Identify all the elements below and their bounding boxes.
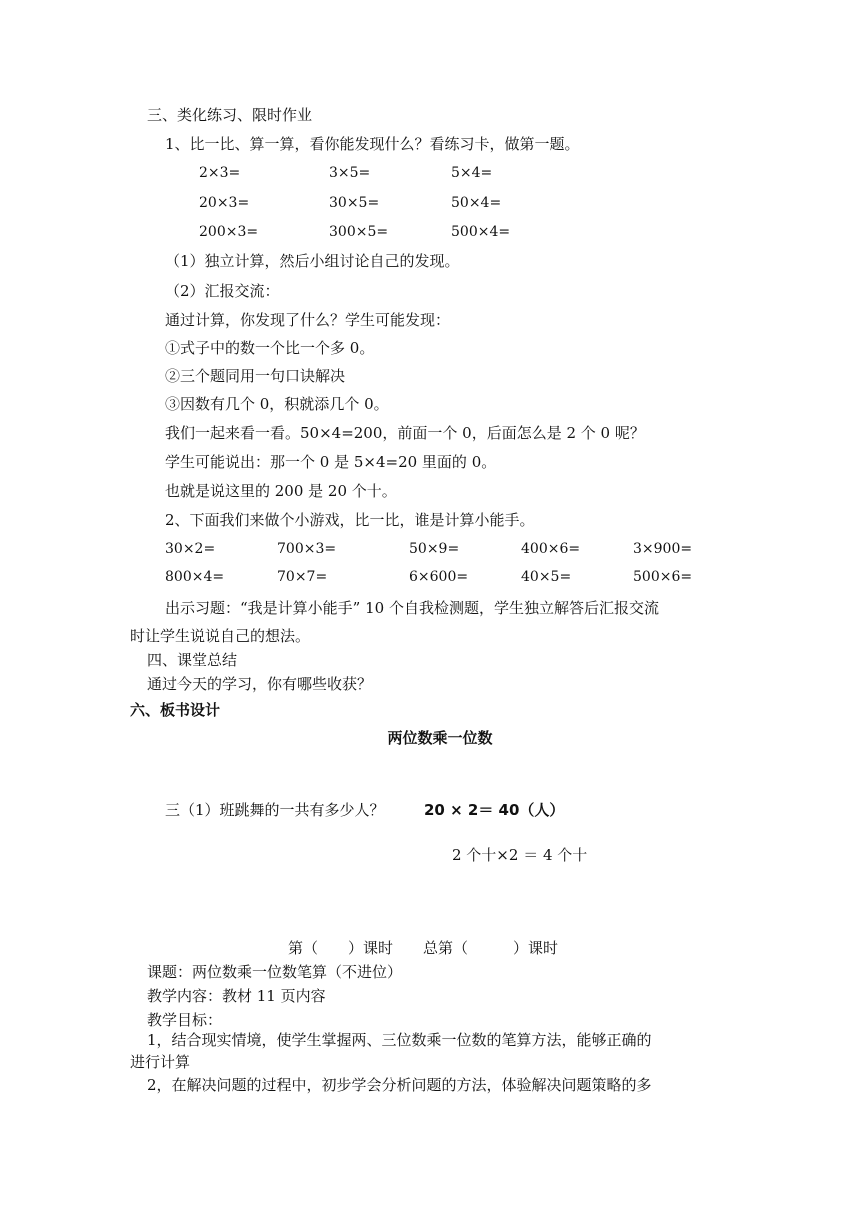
grid2-cell: 70×7= [277, 569, 328, 585]
section4-heading: 四、课堂总结 [147, 651, 238, 669]
grid1-cell: 5×4= [451, 165, 493, 181]
grid2-cell: 6×600= [409, 569, 469, 585]
lesson-number-line: 第（ ）课时 总第（ ）课时 [288, 939, 559, 957]
grid2-cell: 400×6= [521, 541, 581, 557]
grid1-cell: 500×4= [451, 224, 511, 240]
section3-heading: 三、类化练习、限时作业 [147, 106, 313, 124]
student-say: 学生可能说出：那一个 0 是 5×4=20 里面的 0。 [165, 453, 497, 471]
grid2-cell: 40×5= [521, 569, 572, 585]
question-2: 2、下面我们来做个小游戏，比一比，谁是计算小能手。 [165, 511, 535, 529]
lesson-content: 教学内容：教材 11 页内容 [147, 987, 326, 1005]
show-exercise-line-2: 时让学生说说自己的想法。 [130, 627, 311, 645]
grid1-cell: 2×3= [199, 165, 241, 181]
board-equation-2: 2 个十×2 ＝ 4 个十 [452, 846, 588, 864]
finding-3: ③因数有几个 0，积就添几个 0。 [165, 395, 389, 413]
discover-intro: 通过计算，你发现了什么？学生可能发现： [165, 311, 451, 329]
goal-label: 教学目标： [147, 1011, 223, 1029]
finding-2: ②三个题同用一句口诀解决 [165, 367, 346, 385]
section6-heading: 六、板书设计 [130, 701, 221, 719]
finding-1: ①式子中的数一个比一个多 0。 [165, 339, 375, 357]
goal-2-line-1: 2，在解决问题的过程中，初步学会分析问题的方法，体验解决问题策略的多 [147, 1076, 652, 1094]
grid1-cell: 200×3= [199, 224, 259, 240]
goal-1-line-1: 1，结合现实情境，使学生掌握两、三位数乘一位数的笔算方法，能够正确的 [147, 1031, 652, 1049]
grid1-cell: 300×5= [329, 224, 389, 240]
grid2-cell: 500×6= [633, 569, 693, 585]
lesson-topic: 课题：两位数乘一位数笔算（不进位） [147, 963, 403, 981]
grid2-cell: 800×4= [165, 569, 225, 585]
board-question: 三（1）班跳舞的一共有多少人？ [165, 801, 385, 819]
board-title: 两位数乘一位数 [387, 729, 493, 747]
show-exercise-line-1: 出示习题：“我是计算小能手” 10 个自我检测题，学生独立解答后汇报交流 [165, 599, 659, 617]
grid2-cell: 700×3= [277, 541, 337, 557]
step-1: （1）独立计算，然后小组讨论自己的发现。 [165, 252, 460, 270]
look-line: 我们一起来看一看。50×4=200，前面一个 0，后面怎么是 2 个 0 呢？ [165, 424, 645, 442]
summary-question: 通过今天的学习，你有哪些收获？ [147, 675, 373, 693]
grid2-cell: 50×9= [409, 541, 460, 557]
question-1: 1、比一比、算一算，看你能发现什么？看练习卡，做第一题。 [165, 135, 580, 153]
grid2-cell: 30×2= [165, 541, 216, 557]
grid1-cell: 20×3= [199, 195, 250, 211]
grid1-cell: 30×5= [329, 195, 380, 211]
board-equation: 20 × 2＝ 40（人） [424, 801, 565, 819]
grid1-cell: 3×5= [329, 165, 371, 181]
means-line: 也就是说这里的 200 是 20 个十。 [165, 482, 397, 500]
grid1-cell: 50×4= [451, 195, 502, 211]
grid2-cell: 3×900= [633, 541, 693, 557]
goal-1-line-2: 进行计算 [130, 1053, 191, 1071]
step-2: （2）汇报交流： [165, 282, 280, 300]
